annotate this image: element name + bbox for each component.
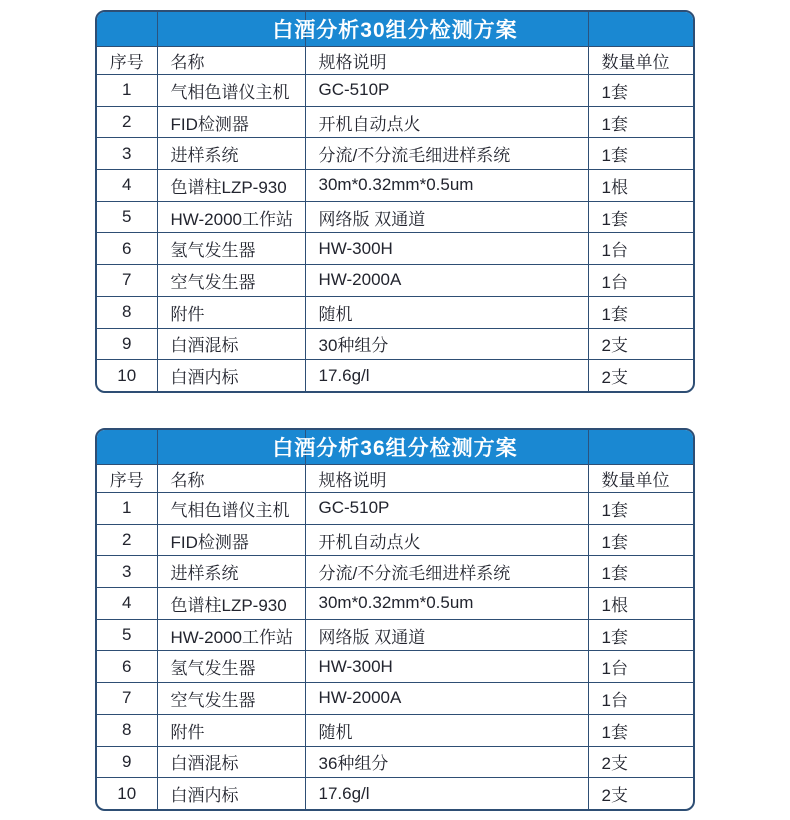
header-row [97, 47, 693, 75]
table-row [97, 746, 693, 778]
cell-name: HW-2000工作站 [157, 619, 305, 651]
spec-table [97, 465, 693, 809]
table-row [97, 778, 693, 809]
cell-qty: 1套 [588, 106, 693, 138]
cell-spec: 分流/不分流毛细进样系统 [305, 138, 588, 170]
spec-table [97, 47, 693, 391]
cell-index: 1 [97, 493, 157, 525]
cell-index: 1 [97, 75, 157, 107]
cell-spec: 30m*0.32mm*0.5um [305, 170, 588, 202]
cell-spec: 随机 [305, 296, 588, 328]
table-row [97, 556, 693, 588]
cell-spec: 36种组分 [305, 746, 588, 778]
cell-qty: 1根 [588, 170, 693, 202]
table-title-bar [97, 430, 693, 465]
cell-name: 白酒混标 [157, 746, 305, 778]
column-header-qty: 数量单位 [588, 465, 693, 493]
cell-spec: HW-300H [305, 651, 588, 683]
cell-qty: 1套 [588, 619, 693, 651]
cell-qty: 1套 [588, 138, 693, 170]
cell-spec: 分流/不分流毛细进样系统 [305, 556, 588, 588]
cell-spec: 17.6g/l [305, 360, 588, 391]
column-header-index: 序号 [97, 465, 157, 493]
table-row [97, 493, 693, 525]
cell-qty: 1台 [588, 265, 693, 297]
cell-spec: HW-2000A [305, 265, 588, 297]
cell-spec: 开机自动点火 [305, 106, 588, 138]
cell-name: 气相色谱仪主机 [157, 493, 305, 525]
cell-index: 6 [97, 233, 157, 265]
header-row [97, 465, 693, 493]
cell-name: 空气发生器 [157, 683, 305, 715]
cell-qty: 1台 [588, 651, 693, 683]
cell-index: 8 [97, 714, 157, 746]
cell-qty: 1套 [588, 296, 693, 328]
cell-qty: 1台 [588, 683, 693, 715]
table-row [97, 75, 693, 107]
table-row [97, 265, 693, 297]
cell-index: 9 [97, 746, 157, 778]
table-row [97, 138, 693, 170]
cell-qty: 1套 [588, 493, 693, 525]
cell-name: FID检测器 [157, 524, 305, 556]
cell-spec: GC-510P [305, 75, 588, 107]
cell-name: 氢气发生器 [157, 651, 305, 683]
cell-index: 9 [97, 328, 157, 360]
cell-index: 3 [97, 138, 157, 170]
table-row [97, 360, 693, 391]
table-title: 白酒分析30组分检测方案 [272, 19, 518, 42]
cell-name: 进样系统 [157, 138, 305, 170]
cell-name: 附件 [157, 296, 305, 328]
cell-spec: 30种组分 [305, 328, 588, 360]
table-title: 白酒分析36组分检测方案 [272, 437, 518, 460]
cell-spec: 开机自动点火 [305, 524, 588, 556]
column-header-name: 名称 [157, 47, 305, 75]
cell-qty: 1套 [588, 201, 693, 233]
column-header-qty: 数量单位 [588, 47, 693, 75]
table-row [97, 588, 693, 620]
spec-table-36-components [95, 428, 695, 811]
cell-qty: 2支 [588, 778, 693, 809]
cell-name: 氢气发生器 [157, 233, 305, 265]
cell-name: HW-2000工作站 [157, 201, 305, 233]
cell-index: 3 [97, 556, 157, 588]
table-row [97, 524, 693, 556]
cell-spec: HW-2000A [305, 683, 588, 715]
column-header-spec: 规格说明 [305, 47, 588, 75]
table-row [97, 170, 693, 202]
cell-name: 白酒内标 [157, 360, 305, 391]
cell-spec: 随机 [305, 714, 588, 746]
table-title-bar [97, 12, 693, 47]
column-header-spec: 规格说明 [305, 465, 588, 493]
cell-name: 白酒内标 [157, 778, 305, 809]
cell-spec: GC-510P [305, 493, 588, 525]
table-row [97, 201, 693, 233]
table-row [97, 714, 693, 746]
table-row [97, 106, 693, 138]
cell-qty: 2支 [588, 328, 693, 360]
cell-index: 2 [97, 524, 157, 556]
column-header-name: 名称 [157, 465, 305, 493]
cell-index: 10 [97, 360, 157, 391]
cell-index: 4 [97, 170, 157, 202]
table-row [97, 619, 693, 651]
cell-index: 6 [97, 651, 157, 683]
cell-index: 2 [97, 106, 157, 138]
cell-index: 7 [97, 265, 157, 297]
cell-qty: 2支 [588, 746, 693, 778]
cell-spec: 网络版 双通道 [305, 201, 588, 233]
cell-qty: 1套 [588, 524, 693, 556]
cell-index: 8 [97, 296, 157, 328]
table-row [97, 683, 693, 715]
cell-index: 5 [97, 201, 157, 233]
cell-spec: 17.6g/l [305, 778, 588, 809]
cell-qty: 1台 [588, 233, 693, 265]
cell-name: 色谱柱LZP-930 [157, 588, 305, 620]
cell-name: FID检测器 [157, 106, 305, 138]
table-row [97, 296, 693, 328]
cell-index: 4 [97, 588, 157, 620]
cell-index: 10 [97, 778, 157, 809]
cell-qty: 1套 [588, 556, 693, 588]
table-row [97, 328, 693, 360]
cell-name: 附件 [157, 714, 305, 746]
cell-qty: 1根 [588, 588, 693, 620]
cell-index: 7 [97, 683, 157, 715]
cell-index: 5 [97, 619, 157, 651]
cell-name: 色谱柱LZP-930 [157, 170, 305, 202]
cell-qty: 1套 [588, 75, 693, 107]
cell-name: 气相色谱仪主机 [157, 75, 305, 107]
cell-qty: 2支 [588, 360, 693, 391]
cell-name: 进样系统 [157, 556, 305, 588]
column-header-index: 序号 [97, 47, 157, 75]
cell-name: 白酒混标 [157, 328, 305, 360]
cell-qty: 1套 [588, 714, 693, 746]
table-row [97, 233, 693, 265]
cell-spec: HW-300H [305, 233, 588, 265]
cell-spec: 网络版 双通道 [305, 619, 588, 651]
cell-spec: 30m*0.32mm*0.5um [305, 588, 588, 620]
spec-table-30-components [95, 10, 695, 393]
table-row [97, 651, 693, 683]
cell-name: 空气发生器 [157, 265, 305, 297]
